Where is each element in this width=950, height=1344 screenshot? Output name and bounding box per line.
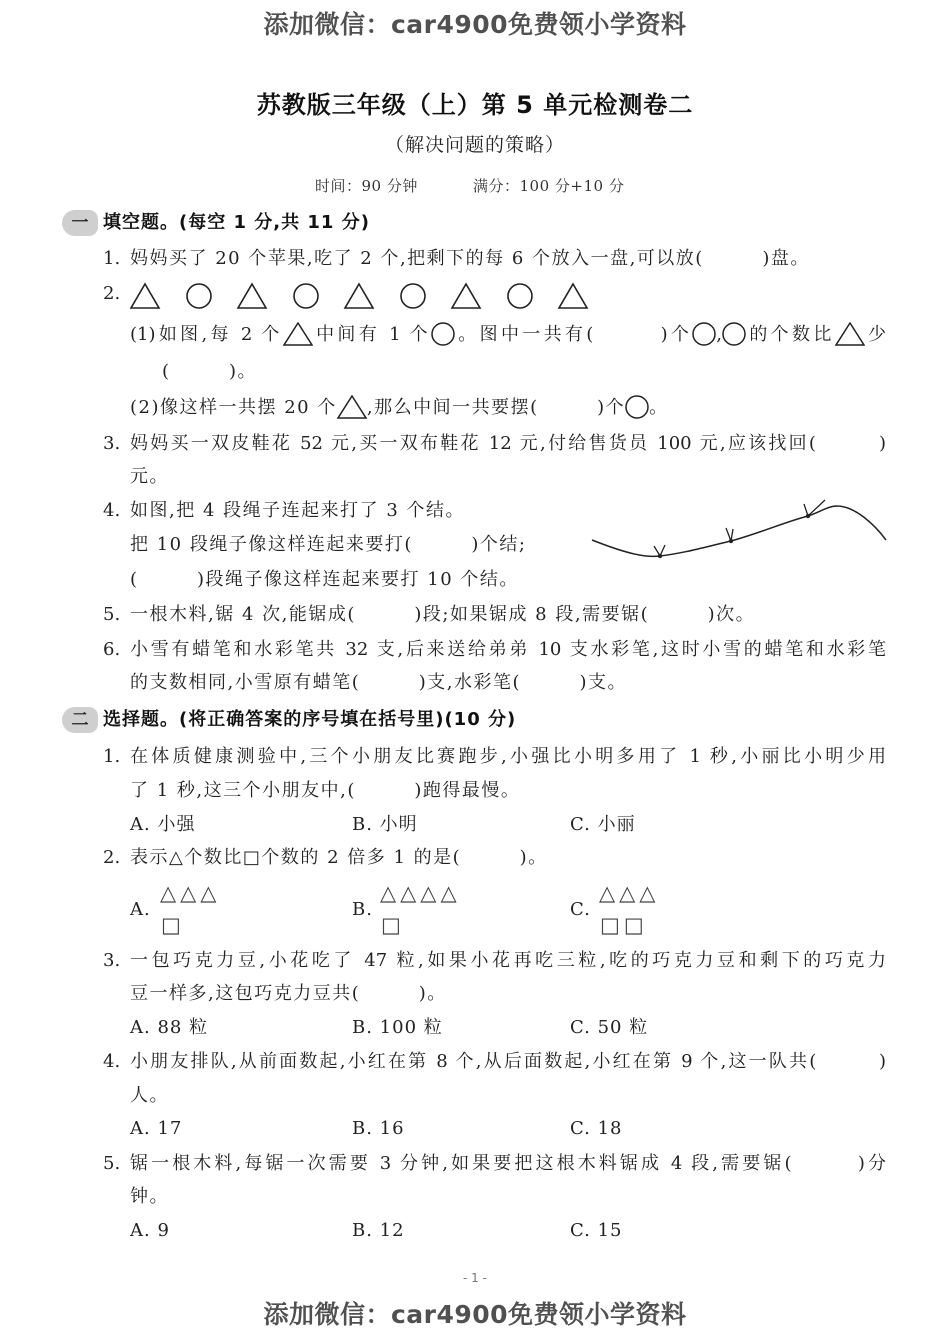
text-segment: 。: [649, 397, 669, 418]
circle-icon: [506, 282, 534, 310]
option-b: B. 小明: [352, 814, 418, 835]
question-text: 一包巧克力豆,小花吃了 47 粒,如果小花再吃三粒,吃的巧克力豆和剩下的巧克力: [130, 950, 886, 971]
section-heading: 选择题。(将正确答案的序号填在括号里)(10 分): [103, 709, 517, 730]
text-segment: 。图中一共有( )个: [454, 324, 693, 345]
option-a: A. 9: [130, 1220, 170, 1241]
option-a-letter: A.: [130, 899, 151, 920]
question-text-continued: ( )段绳子像这样连起来要打 10 个结。: [130, 569, 519, 590]
option-a-triangles: △△△: [160, 881, 221, 905]
question-text: 如图,把 4 段绳子连起来打了 3 个结。: [130, 500, 466, 521]
question-number: 1.: [103, 746, 121, 767]
triangle-icon: [835, 322, 865, 346]
question-text: 小雪有蜡笔和水彩笔共 32 支,后来送给弟弟 10 支水彩笔,这时小雪的蜡笔和水彩笔: [130, 639, 886, 660]
question-text: 小朋友排队,从前面数起,小红在第 8 个,从后面数起,小红在第 9 个,这一队共( ): [130, 1051, 886, 1072]
circle-icon: [692, 322, 716, 346]
question-number: 5.: [103, 1153, 121, 1174]
question-text: 锯一根木料,每锯一次需要 3 分钟,如果要把这根木料锯成 4 段,需要锯( )分: [130, 1153, 886, 1174]
triangle-icon: [283, 322, 313, 346]
option-c: C. 15: [570, 1220, 623, 1241]
question-text-continued: 把 10 段绳子像这样连起来要打( )个结;: [130, 534, 527, 555]
question-number: 2.: [103, 283, 121, 304]
option-a: A. 88 粒: [130, 1017, 209, 1038]
question-text-continued: 人。: [130, 1085, 169, 1106]
option-b-triangles: △△△△: [380, 881, 461, 905]
option-c: C. 50 粒: [570, 1017, 649, 1038]
option-b: B. 16: [352, 1118, 405, 1139]
exam-subtitle: （解决问题的策略）: [384, 134, 565, 156]
circle-icon: [292, 282, 320, 310]
circle-icon: [185, 282, 213, 310]
question-text: 表示△个数比□个数的 2 倍多 1 的是( )。: [130, 847, 548, 868]
text-segment: (1)如图,每 2 个: [130, 324, 283, 345]
rope-knot-diagram: [585, 495, 895, 565]
option-c-squares: □□: [600, 913, 648, 937]
text-segment: ,那么中间一共要摆( )个: [366, 397, 626, 418]
question-number: 3.: [103, 433, 121, 454]
question-text-continued: 的支数相同,小雪原有蜡笔( )支,水彩笔( )支。: [130, 672, 628, 693]
question-text: 在体质健康测验中,三个小朋友比赛跑步,小强比小明多用了 1 秒,小丽比小明少用: [130, 746, 886, 767]
question-number: 4.: [103, 1051, 121, 1072]
question-text-continued: 元。: [130, 466, 169, 487]
option-a: A. 小强: [130, 814, 196, 835]
triangle-icon: [129, 282, 161, 310]
sub-question-2: [130, 393, 669, 423]
exam-full-score: 满分：100 分+10 分: [473, 177, 625, 195]
triangle-icon: [343, 282, 375, 310]
question-number: 1.: [103, 248, 121, 269]
question-text-continued: 豆一样多,这包巧克力豆共( )。: [130, 983, 447, 1004]
circle-icon: [431, 322, 455, 346]
triangle-icon: [450, 282, 482, 310]
option-b: B. 12: [352, 1220, 405, 1241]
option-c-triangles: △△△: [599, 881, 660, 905]
watermark-footer: 添加微信：car4900免费领小学资料: [263, 1300, 687, 1329]
text-segment: ,: [716, 324, 723, 345]
option-b-squares: □: [381, 913, 405, 937]
question-text: 妈妈买一双皮鞋花 52 元,买一双布鞋花 12 元,付给售货员 100 元,应该找回( ): [130, 433, 886, 454]
watermark-header: 添加微信：car4900免费领小学资料: [263, 10, 687, 39]
option-b: B. 100 粒: [352, 1017, 443, 1038]
shape-sequence: [129, 281, 589, 311]
section-number-badge: 一: [62, 210, 98, 236]
question-text-continued: 了 1 秒,这三个小朋友中,( )跑得最慢。: [130, 780, 521, 801]
triangle-icon: [337, 395, 367, 419]
text-segment: (2)像这样一共摆 20 个: [130, 397, 337, 418]
option-c-letter: C.: [570, 899, 591, 920]
text-segment: 少: [864, 324, 886, 345]
option-a: A. 17: [130, 1118, 183, 1139]
page-number: - 1 -: [463, 1271, 487, 1285]
circle-icon: [399, 282, 427, 310]
exam-title: 苏教版三年级（上）第 5 单元检测卷二: [256, 91, 694, 119]
section-heading: 填空题。(每空 1 分,共 11 分): [103, 212, 370, 233]
sub-question-1: [130, 320, 886, 350]
sub-question-1-continued: ( )。: [162, 361, 258, 382]
question-text: 一根木料,锯 4 次,能锯成( )段;如果锯成 8 段,需要锯( )次。: [130, 604, 756, 625]
question-number: 3.: [103, 950, 121, 971]
section-number-badge: 二: [62, 707, 98, 733]
question-number: 6.: [103, 639, 121, 660]
question-number: 5.: [103, 604, 121, 625]
option-b-letter: B.: [352, 899, 373, 920]
exam-time: 时间：90 分钟: [315, 177, 418, 195]
question-number: 2.: [103, 847, 121, 868]
text-segment: 中间有 1 个: [312, 324, 431, 345]
triangle-icon: [236, 282, 268, 310]
option-a-squares: □: [161, 913, 185, 937]
circle-icon: [625, 395, 649, 419]
option-c: C. 18: [570, 1118, 623, 1139]
circle-icon: [722, 322, 746, 346]
triangle-icon: [557, 282, 589, 310]
question-text-continued: 钟。: [130, 1186, 169, 1207]
question-text: 妈妈买了 20 个苹果,吃了 2 个,把剩下的每 6 个放入一盘,可以放( )盘。: [130, 248, 810, 269]
option-c: C. 小丽: [570, 814, 636, 835]
question-number: 4.: [103, 500, 121, 521]
text-segment: 的个数比: [746, 324, 835, 345]
